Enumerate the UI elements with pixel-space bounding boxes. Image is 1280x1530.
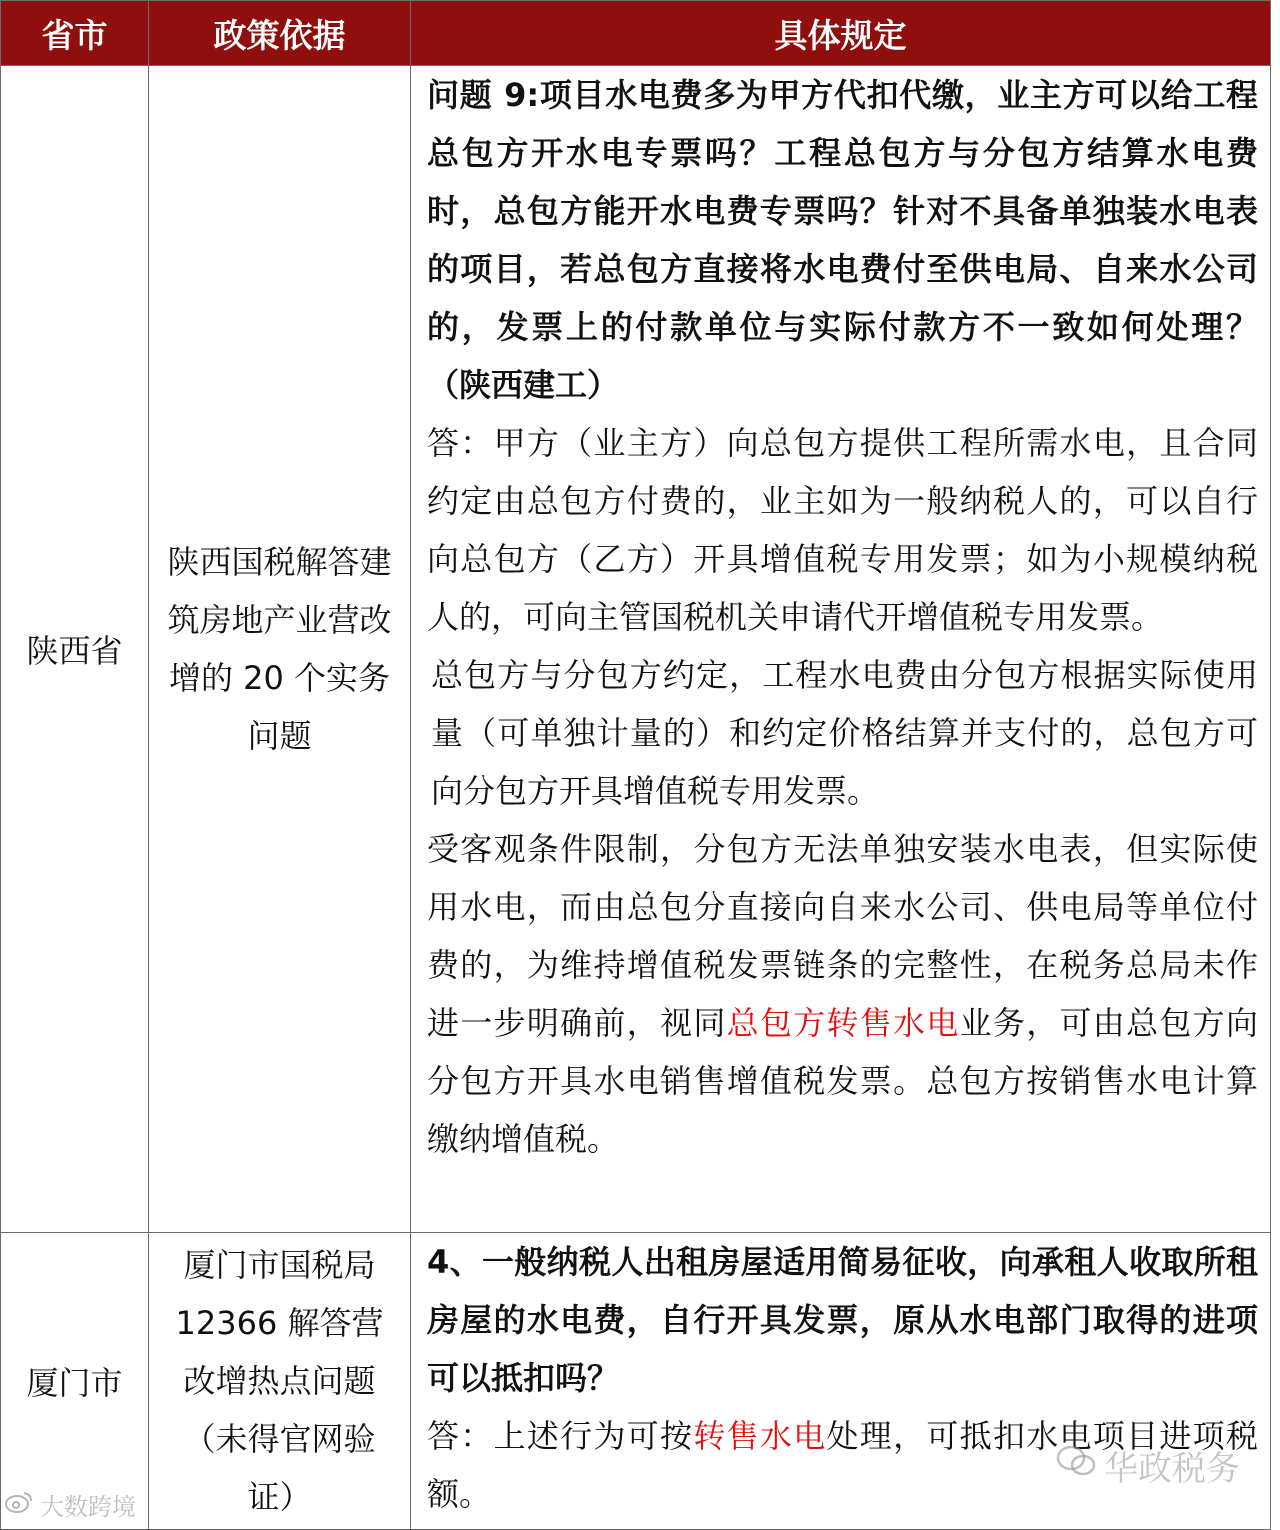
watermark-text: 大数跨境 — [40, 1493, 136, 1521]
header-rule: 具体规定 — [411, 1, 1271, 66]
highlight-text: 转售水电 — [693, 1417, 827, 1455]
answer-paragraph: 总包方与分包方约定，工程水电费由分包方根据实际使用量（可单独计量的）和约定价格结算并支付的，总包方可向分包方开具增值税专用发票。 — [431, 656, 1258, 810]
answer-text: 业务，可由总包方向分包方开具水电销售增值税发票。总包方按销售水电计算缴纳增值税。 — [427, 1004, 1258, 1158]
basis-cell: 陕西国税解答建筑房地产业营改增的 20 个实务问题 — [149, 66, 411, 1233]
table-row — [1, 66, 1271, 1233]
answer-paragraph — [427, 820, 1258, 1168]
answer-text: 答：上述行为可按 — [427, 1417, 694, 1455]
header-basis: 政策依据 — [149, 1, 411, 66]
question-text: 问题 9:项目水电费多为甲方代扣代缴，业主方可以给工程总包方开水电专票吗？工程总包方与分包方结算水电费时，总包方能开水电费专票吗？针对不具备单独装水电表的项目，若总包方直接将水电费付至供电局、自来水公司的，发票上的付款单位与实际付款方不一致如何处理？（陕西建工） — [427, 76, 1258, 404]
province-cell: 厦门市 — [1, 1233, 149, 1530]
wechat-icon — [1056, 1444, 1096, 1487]
province-cell: 陕西省 — [1, 66, 149, 1233]
answer-paragraph: 答：甲方（业主方）向总包方提供工程所需水电，且合同约定由总包方付费的，业主如为一般纳税人的，可以自行向总包方（乙方）开具增值税专用发票；如为小规模纳税人的，可向主管国税机关申请代开增值税专用发票。 — [427, 424, 1258, 636]
header-province: 省市 — [1, 1, 149, 66]
question-text: 4、一般纳税人出租房屋适用简易征收，向承租人收取所租房屋的水电费，自行开具发票，原从水电部门取得的进项可以抵扣吗？ — [427, 1243, 1258, 1397]
watermark-text: 华政税务 — [1104, 1449, 1240, 1489]
watermark-right — [1056, 1441, 1240, 1490]
watermark-left — [4, 1487, 136, 1522]
answer-text: 受客观条件限制，分包方无法单独安装水电表，但实际使用水电，而由总包分直接向自来水公司、供电局等单位付费的，为维持增值税发票链条的完整性，在税务总局未作进一步明确前，视同 — [427, 830, 1258, 1042]
basis-cell: 厦门市国税局 12366 解答营改增热点问题（未得官网验证） — [149, 1233, 411, 1530]
rule-cell — [411, 66, 1271, 1233]
weibo-icon — [4, 1490, 34, 1520]
answer-text: 处理，可抵扣水电项目进项税额。 — [427, 1417, 1258, 1513]
table-header-row — [1, 1, 1271, 66]
highlight-text: 总包方转售水电 — [726, 1004, 960, 1042]
